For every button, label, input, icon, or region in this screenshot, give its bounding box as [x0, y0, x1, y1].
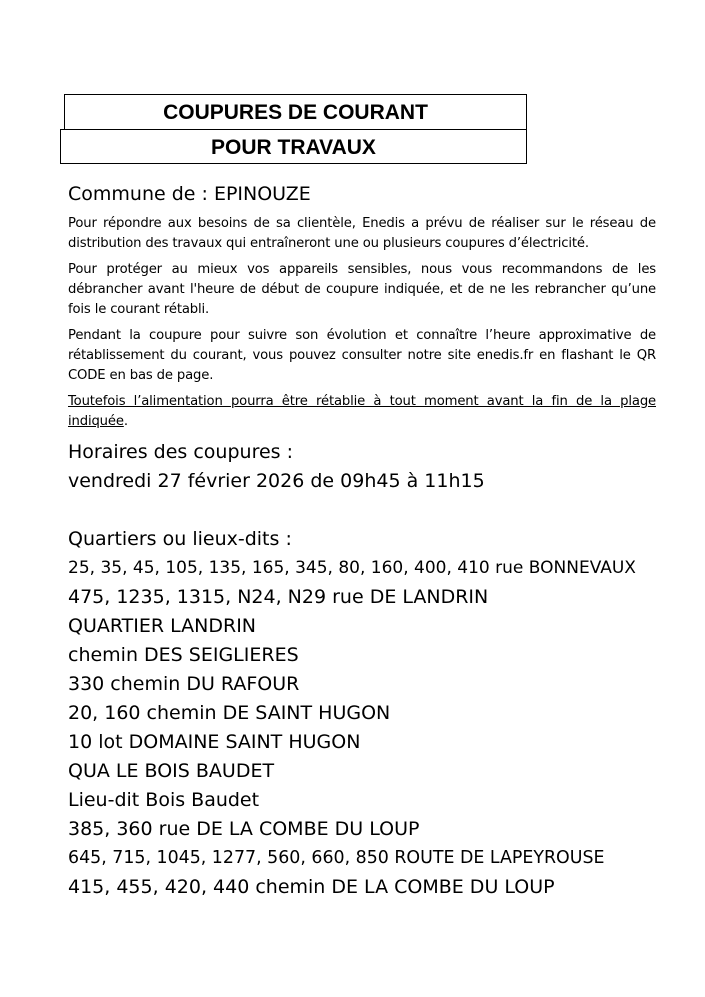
list-item: QUARTIER LANDRIN	[68, 615, 257, 637]
list-item: 330 chemin DU RAFOUR	[68, 673, 300, 695]
restoration-notice-text: Toutefois l’alimentation pourra être rétablie à tout moment avant la fin de la plage indiquée	[68, 394, 656, 429]
list-item: chemin DES SEIGLIERES	[68, 644, 299, 666]
notice-content	[68, 180, 656, 902]
title-line-1: COUPURES DE COURANT	[64, 94, 527, 130]
schedule-heading: Horaires des coupures :	[68, 441, 293, 463]
list-item: Lieu-dit Bois Baudet	[68, 789, 260, 811]
list-item: 10 lot DOMAINE SAINT HUGON	[68, 731, 361, 753]
restoration-notice	[68, 392, 656, 432]
commune-name: Commune de : EPINOUZE	[68, 183, 311, 205]
list-item: 475, 1235, 1315, N24, N29 rue DE LANDRIN	[68, 586, 489, 608]
places-heading: Quartiers ou lieux-dits :	[68, 528, 292, 550]
places-list	[68, 554, 656, 902]
list-item: 645, 715, 1045, 1277, 560, 660, 850 ROUTE DE LAPEYROUSE	[68, 848, 605, 868]
tracking-paragraph: Pendant la coupure pour suivre son évolution et connaître l’heure approximative de rétablissement du courant, vous pouvez consulter notre site enedis.fr en flashant le QR CODE en bas de page.	[68, 328, 656, 383]
list-item: 20, 160 chemin DE SAINT HUGON	[68, 702, 391, 724]
list-item: 415, 455, 420, 440 chemin DE LA COMBE DU LOUP	[68, 876, 555, 898]
restoration-notice-period: .	[123, 414, 128, 429]
protection-paragraph: Pour protéger au mieux vos appareils sensibles, nous vous recommandons de les débrancher avant l'heure de début de coupure indiquée, et de ne les rebrancher qu’une fois le courant rétabli.	[68, 262, 656, 317]
list-item: QUA LE BOIS BAUDET	[68, 760, 275, 782]
list-item: 385, 360 rue DE LA COMBE DU LOUP	[68, 818, 420, 840]
schedule-value: vendredi 27 février 2026 de 09h45 à 11h15	[68, 470, 485, 492]
intro-paragraph: Pour répondre aux besoins de sa clientèle, Enedis a prévu de réaliser sur le réseau de distribution des travaux qui entraîneront une ou plusieurs coupures d’électricité.	[68, 216, 656, 251]
list-item: 25, 35, 45, 105, 135, 165, 345, 80, 160, 400, 410 rue BONNEVAUX	[68, 558, 636, 578]
title-line-2: POUR TRAVAUX	[60, 129, 527, 164]
